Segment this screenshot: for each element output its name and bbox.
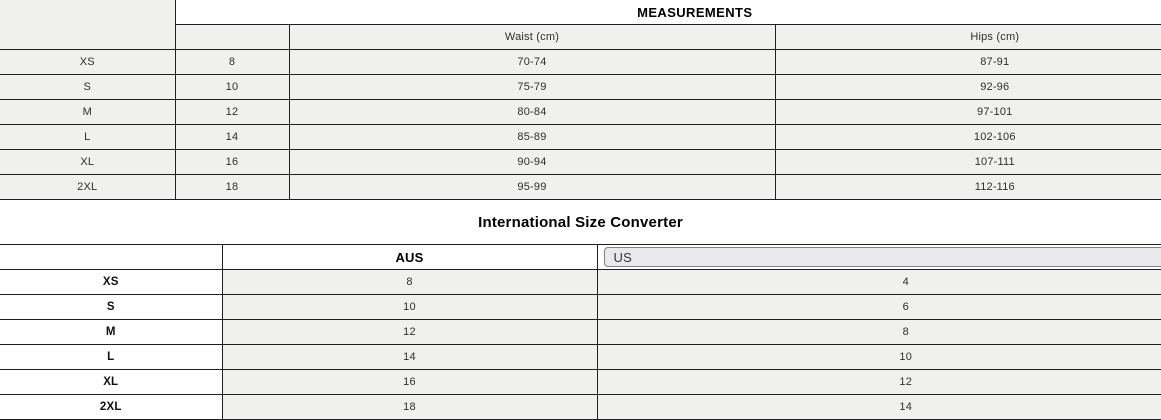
aus-size-cell: 16 [175,150,289,175]
converter-row [0,395,1161,420]
us-value-cell: 8 [597,320,1161,345]
measurements-table [0,0,1161,200]
size-cell: M [0,320,222,345]
aus-value-cell: 18 [222,395,597,420]
aus-value-cell: 12 [222,320,597,345]
hips-column-header: Hips (cm) [775,25,1161,50]
measurements-row [0,150,1161,175]
size-cell: S [0,295,222,320]
size-cell: XS [0,50,175,75]
us-value-cell: 10 [597,345,1161,370]
aus-size-cell: 8 [175,50,289,75]
size-cell: S [0,75,175,100]
converter-title: International Size Converter [0,200,1161,244]
waist-column-header: Waist (cm) [289,25,775,50]
size-cell: XL [0,370,222,395]
aus-column-header: AUS [222,245,597,270]
hips-cell: 102-106 [775,125,1161,150]
waist-cell: 75-79 [289,75,775,100]
hips-cell: 87-91 [775,50,1161,75]
aus-size-cell: 12 [175,100,289,125]
measurements-row [0,75,1161,100]
waist-cell: 95-99 [289,175,775,200]
hips-cell: 112-116 [775,175,1161,200]
waist-cell: 70-74 [289,50,775,75]
aus-size-cell: 18 [175,175,289,200]
converter-corner-cell [0,245,222,270]
measurements-row [0,175,1161,200]
converter-row [0,320,1161,345]
converter-row [0,370,1161,395]
us-region-select[interactable] [604,247,1161,267]
converter-row [0,345,1161,370]
converter-table [0,244,1161,420]
us-column-header-cell [597,245,1161,270]
waist-cell: 90-94 [289,150,775,175]
aus-value-cell: 8 [222,270,597,295]
size-cell: L [0,125,175,150]
us-region-select-value: US [614,250,632,265]
us-value-cell: 6 [597,295,1161,320]
measurements-corner-cell [0,0,175,50]
aus-value-cell: 14 [222,345,597,370]
hips-cell: 92-96 [775,75,1161,100]
aus-value-cell: 16 [222,370,597,395]
converter-row [0,295,1161,320]
hips-cell: 107-111 [775,150,1161,175]
hips-cell: 97-101 [775,100,1161,125]
us-value-cell: 14 [597,395,1161,420]
aus-size-cell: 10 [175,75,289,100]
us-value-cell: 12 [597,370,1161,395]
aus-size-cell: 14 [175,125,289,150]
measurements-row [0,100,1161,125]
aus-value-cell: 10 [222,295,597,320]
size-cell: 2XL [0,395,222,420]
measurements-row [0,50,1161,75]
size-cell: M [0,100,175,125]
size-cell: XL [0,150,175,175]
waist-cell: 80-84 [289,100,775,125]
size-cell: XS [0,270,222,295]
waist-cell: 85-89 [289,125,775,150]
size-cell: L [0,345,222,370]
measurements-row [0,125,1161,150]
us-value-cell: 4 [597,270,1161,295]
converter-row [0,270,1161,295]
measurements-title: MEASUREMENTS [175,0,1161,25]
measurements-empty-header-cell [175,25,289,50]
size-cell: 2XL [0,175,175,200]
